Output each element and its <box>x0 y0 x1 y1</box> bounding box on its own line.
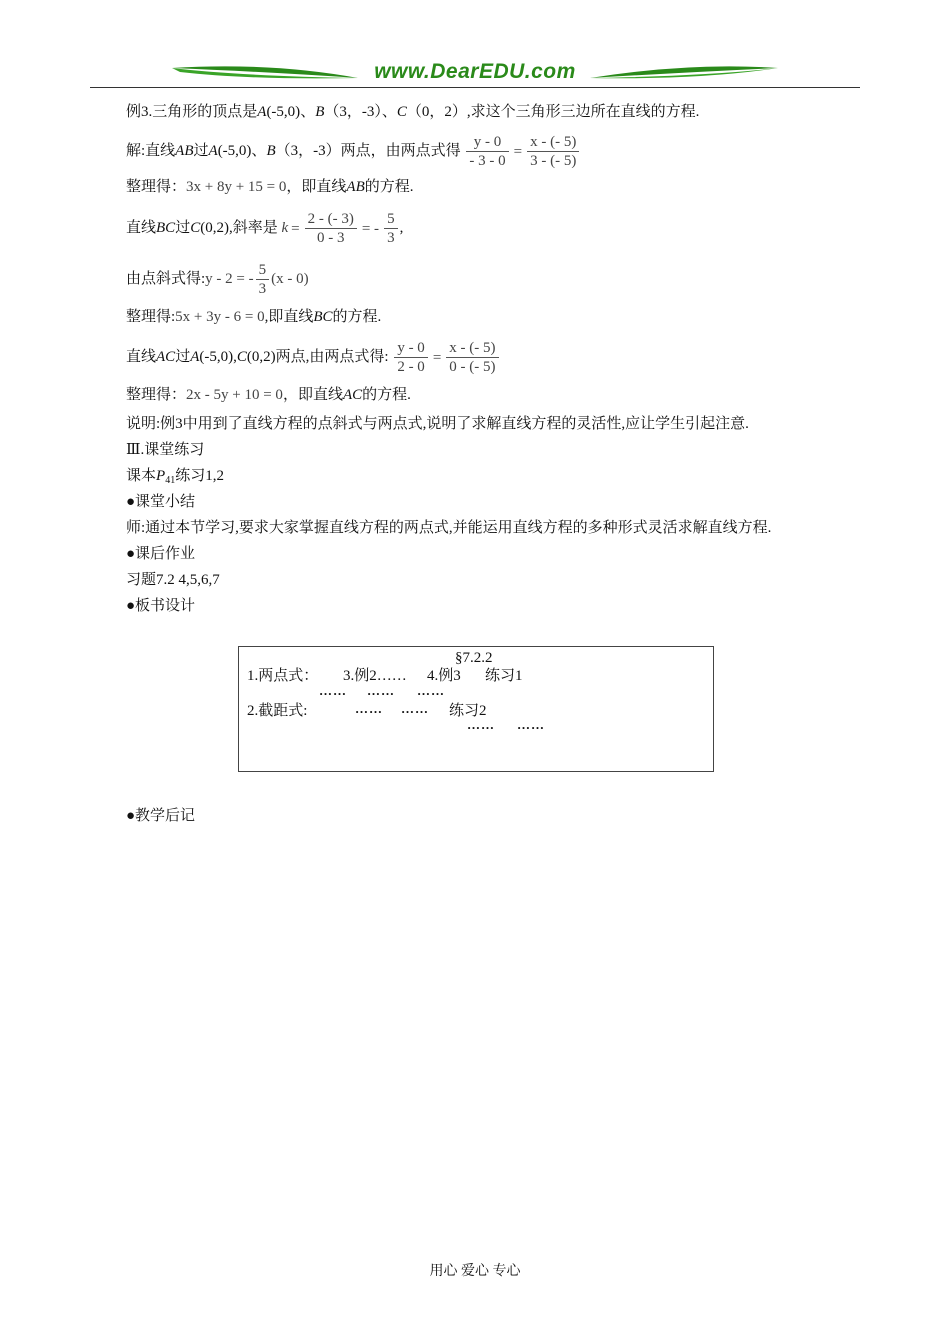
board-exercise-1: 练习1 <box>485 668 523 684</box>
fraction-ac-left: $\frac{y - 0}{2 - 0}$ <box>394 339 428 376</box>
point-slope-line: 由点斜式得:y - 2 = - $\frac{5}{3}$ (x - 0) <box>126 262 309 298</box>
example-3-statement: 例3.三角形的顶点是A(-5,0)、B（3，-3）、C（0，2）,求这个三角形三边所在直线的方程. <box>126 104 700 120</box>
board-example-3: 4.例3 <box>427 668 461 684</box>
fraction-slope: $\frac{2 - (- 3)}{0 - 3}$ <box>305 210 357 247</box>
result-line-bc: 整理得:5x + 3y - 6 = 0,即直线BC的方程. <box>126 309 382 325</box>
fraction-five-thirds: $\frac{5}{3}$ <box>384 210 398 247</box>
board-design-box <box>238 646 714 772</box>
equation-bc: 5x + 3y - 6 = 0 <box>175 309 265 325</box>
slope-line-bc: 直线BC过C(0,2),斜率是 k = $\frac{2 - (- 3)}{0 - 3}$ = - $\frac{5}{3}$ , <box>126 211 404 247</box>
fraction-point-slope: $\frac{5}{3}$ <box>256 261 270 298</box>
homework-text: 习题7.2 4,5,6,7 <box>126 572 220 588</box>
board-ellipsis: …… <box>401 701 429 716</box>
board-ellipsis: …… <box>355 701 383 716</box>
page-header <box>90 58 860 90</box>
board-ellipsis: …… <box>417 683 445 698</box>
equation-ab: 3x + 8y + 15 = 0 <box>186 179 287 195</box>
solution-line-ac: 直线AC过A(-5,0),C(0,2)两点,由两点式得: $\frac{y - 0}{2 - 0}$ = $\frac{x - (- 5)}{0 - (- 5)}$ <box>126 336 501 379</box>
board-ellipsis: …… <box>367 683 395 698</box>
board-intercept-form: 2.截距式: <box>247 703 308 719</box>
board-ellipsis: …… <box>319 683 347 698</box>
result-line-ac: 整理得：2x - 5y + 10 = 0，即直线AC的方程. <box>126 387 411 403</box>
board-two-point-form: 1.两点式： <box>247 668 319 684</box>
note-paragraph: 说明:例3中用到了直线方程的点斜式与两点式,说明了求解直线方程的灵活性,应让学生引起注意. <box>126 416 749 432</box>
summary-heading: ●课堂小结 <box>126 494 196 510</box>
fraction-ac-right: $\frac{x - (- 5)}{0 - (- 5)}$ <box>446 339 498 376</box>
fraction-ab-right: $\frac{x - (- 5)}{3 - (- 5)}$ <box>527 133 579 170</box>
board-title: §7.2.2 <box>455 650 493 666</box>
postscript-heading: ●教学后记 <box>126 808 196 824</box>
header-divider <box>90 87 860 88</box>
result-line-ab: 整理得：3x + 8y + 15 = 0，即直线AB的方程. <box>126 179 414 195</box>
board-ellipsis: …… <box>467 717 495 732</box>
equation-ac: 2x - 5y + 10 = 0 <box>186 387 283 403</box>
summary-text: 师:通过本节学习,要求大家掌握直线方程的两点式,并能运用直线方程的多种形式灵活求解直线方程. <box>126 520 772 536</box>
board-exercise-2: 练习2 <box>449 703 487 719</box>
logo-text: www.DearEDU.com <box>374 60 576 83</box>
page-footer: 用心 爱心 专心 <box>429 1264 521 1279</box>
solution-line-ab: 解:直线AB过A(-5,0)、B（3，-3）两点，由两点式得 $\frac{y - 0}{- 3 - 0}$ = $\frac{x - (- 5)}{3 - (- 5)}$ <box>126 130 581 173</box>
board-ellipsis: …… <box>517 717 545 732</box>
board-design-heading: ●板书设计 <box>126 598 196 614</box>
board-example-2: 3.例2…… <box>343 668 407 684</box>
practice-heading: Ⅲ.课堂练习 <box>126 442 205 458</box>
homework-heading: ●课后作业 <box>126 546 196 562</box>
fraction-ab-left: $\frac{y - 0}{- 3 - 0}$ <box>466 133 508 170</box>
practice-text: 课本$P_{41}$练习1,2 <box>126 468 224 486</box>
